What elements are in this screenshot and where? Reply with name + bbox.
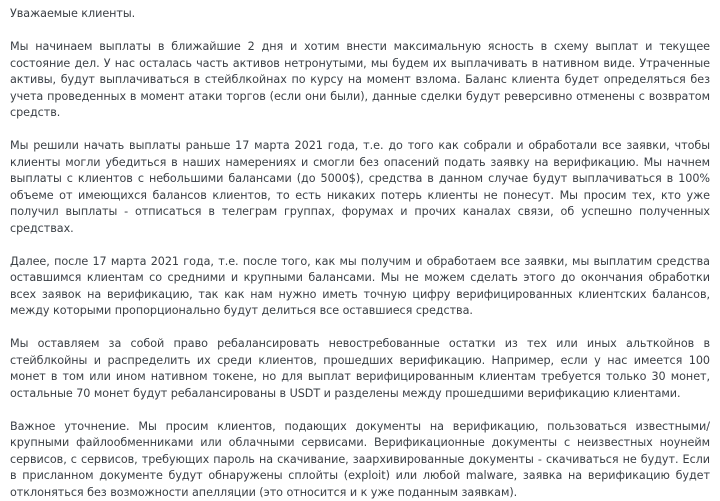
paragraph-payout-start: Мы начинаем выплаты в ближайшие 2 дня и хотим внести максимальную ясность в схему выплат и текущее состояние дел. У нас осталась часть активов нетронутыми, мы будем их выплачивать в нативном виде. Утраченные активы, будут выплачиваться в стейблкойнах по курсу на момент взлома. Баланс клиента будет определяться без учета проведенных в момент атаки торгов (если они были), данные сделки будут реверсивно отменены с возвратом средств. <box>10 39 710 122</box>
paragraph-important-note: Важное уточнение. Мы просим клиентов, подающих документы на верификацию, пользоваться известными/крупными файлообменниками или облачными сервисами. Верификационные документы с неизвестных ноунейм сервисов, с сервисов, требующих пароль на скачивание, заархивированные документы - скачиваться не будут. Если в присланном документе будут обнаружены сплойты (exploit) или любой malware, заявка на верификацию будет отклоняться без возможности апелляции (это относится и к уже поданным заявкам). <box>10 419 710 501</box>
greeting: Уважаемые клиенты. <box>10 6 710 23</box>
paragraph-rebalancing: Мы оставляем за собой право ребалансировать невостребованные остатки из тех или иных альткойнов в стейблкойны и распределить их среди клиентов, прошедших верификацию. Например, если у нас имеется 100 монет в том или ином нативном токене, но для выплат верифицированным клиентам требуется только 30 монет, остальные 70 монет будут ребалансированы в USDT и разделены между прошедшими верификацию клиентами. <box>10 336 710 402</box>
paragraph-after-march-17: Далее, после 17 марта 2021 года, т.е. после того, как мы получим и обработаем все заявки, мы выплатим средства оставшимся клиентам со средними и крупными балансами. Мы не можем сделать этого до окончания обработки всех заявок на верификацию, так как нам нужно иметь точную цифру верифицированных клиентских балансов, между которыми пропорционально будут делиться все оставшиеся средства. <box>10 254 710 320</box>
paragraph-early-payouts: Мы решили начать выплаты раньше 17 марта 2021 года, т.е. до того как собрали и обработали все заявки, чтобы клиенты могли убедиться в наших намерениях и смогли без опасений подать заявку на верификацию. Мы начнем выплаты с клиентов с небольшими балансами (до 5000$), средства в данном случае будут выплачиваться в 100% объеме от имеющихся балансов клиентов, то есть никаких потерь клиенты не понесут. Мы просим тех, кто уже получил выплаты - отписаться в телеграм группах, форумах и прочих каналах связи, об успешно полученных средствах. <box>10 138 710 237</box>
